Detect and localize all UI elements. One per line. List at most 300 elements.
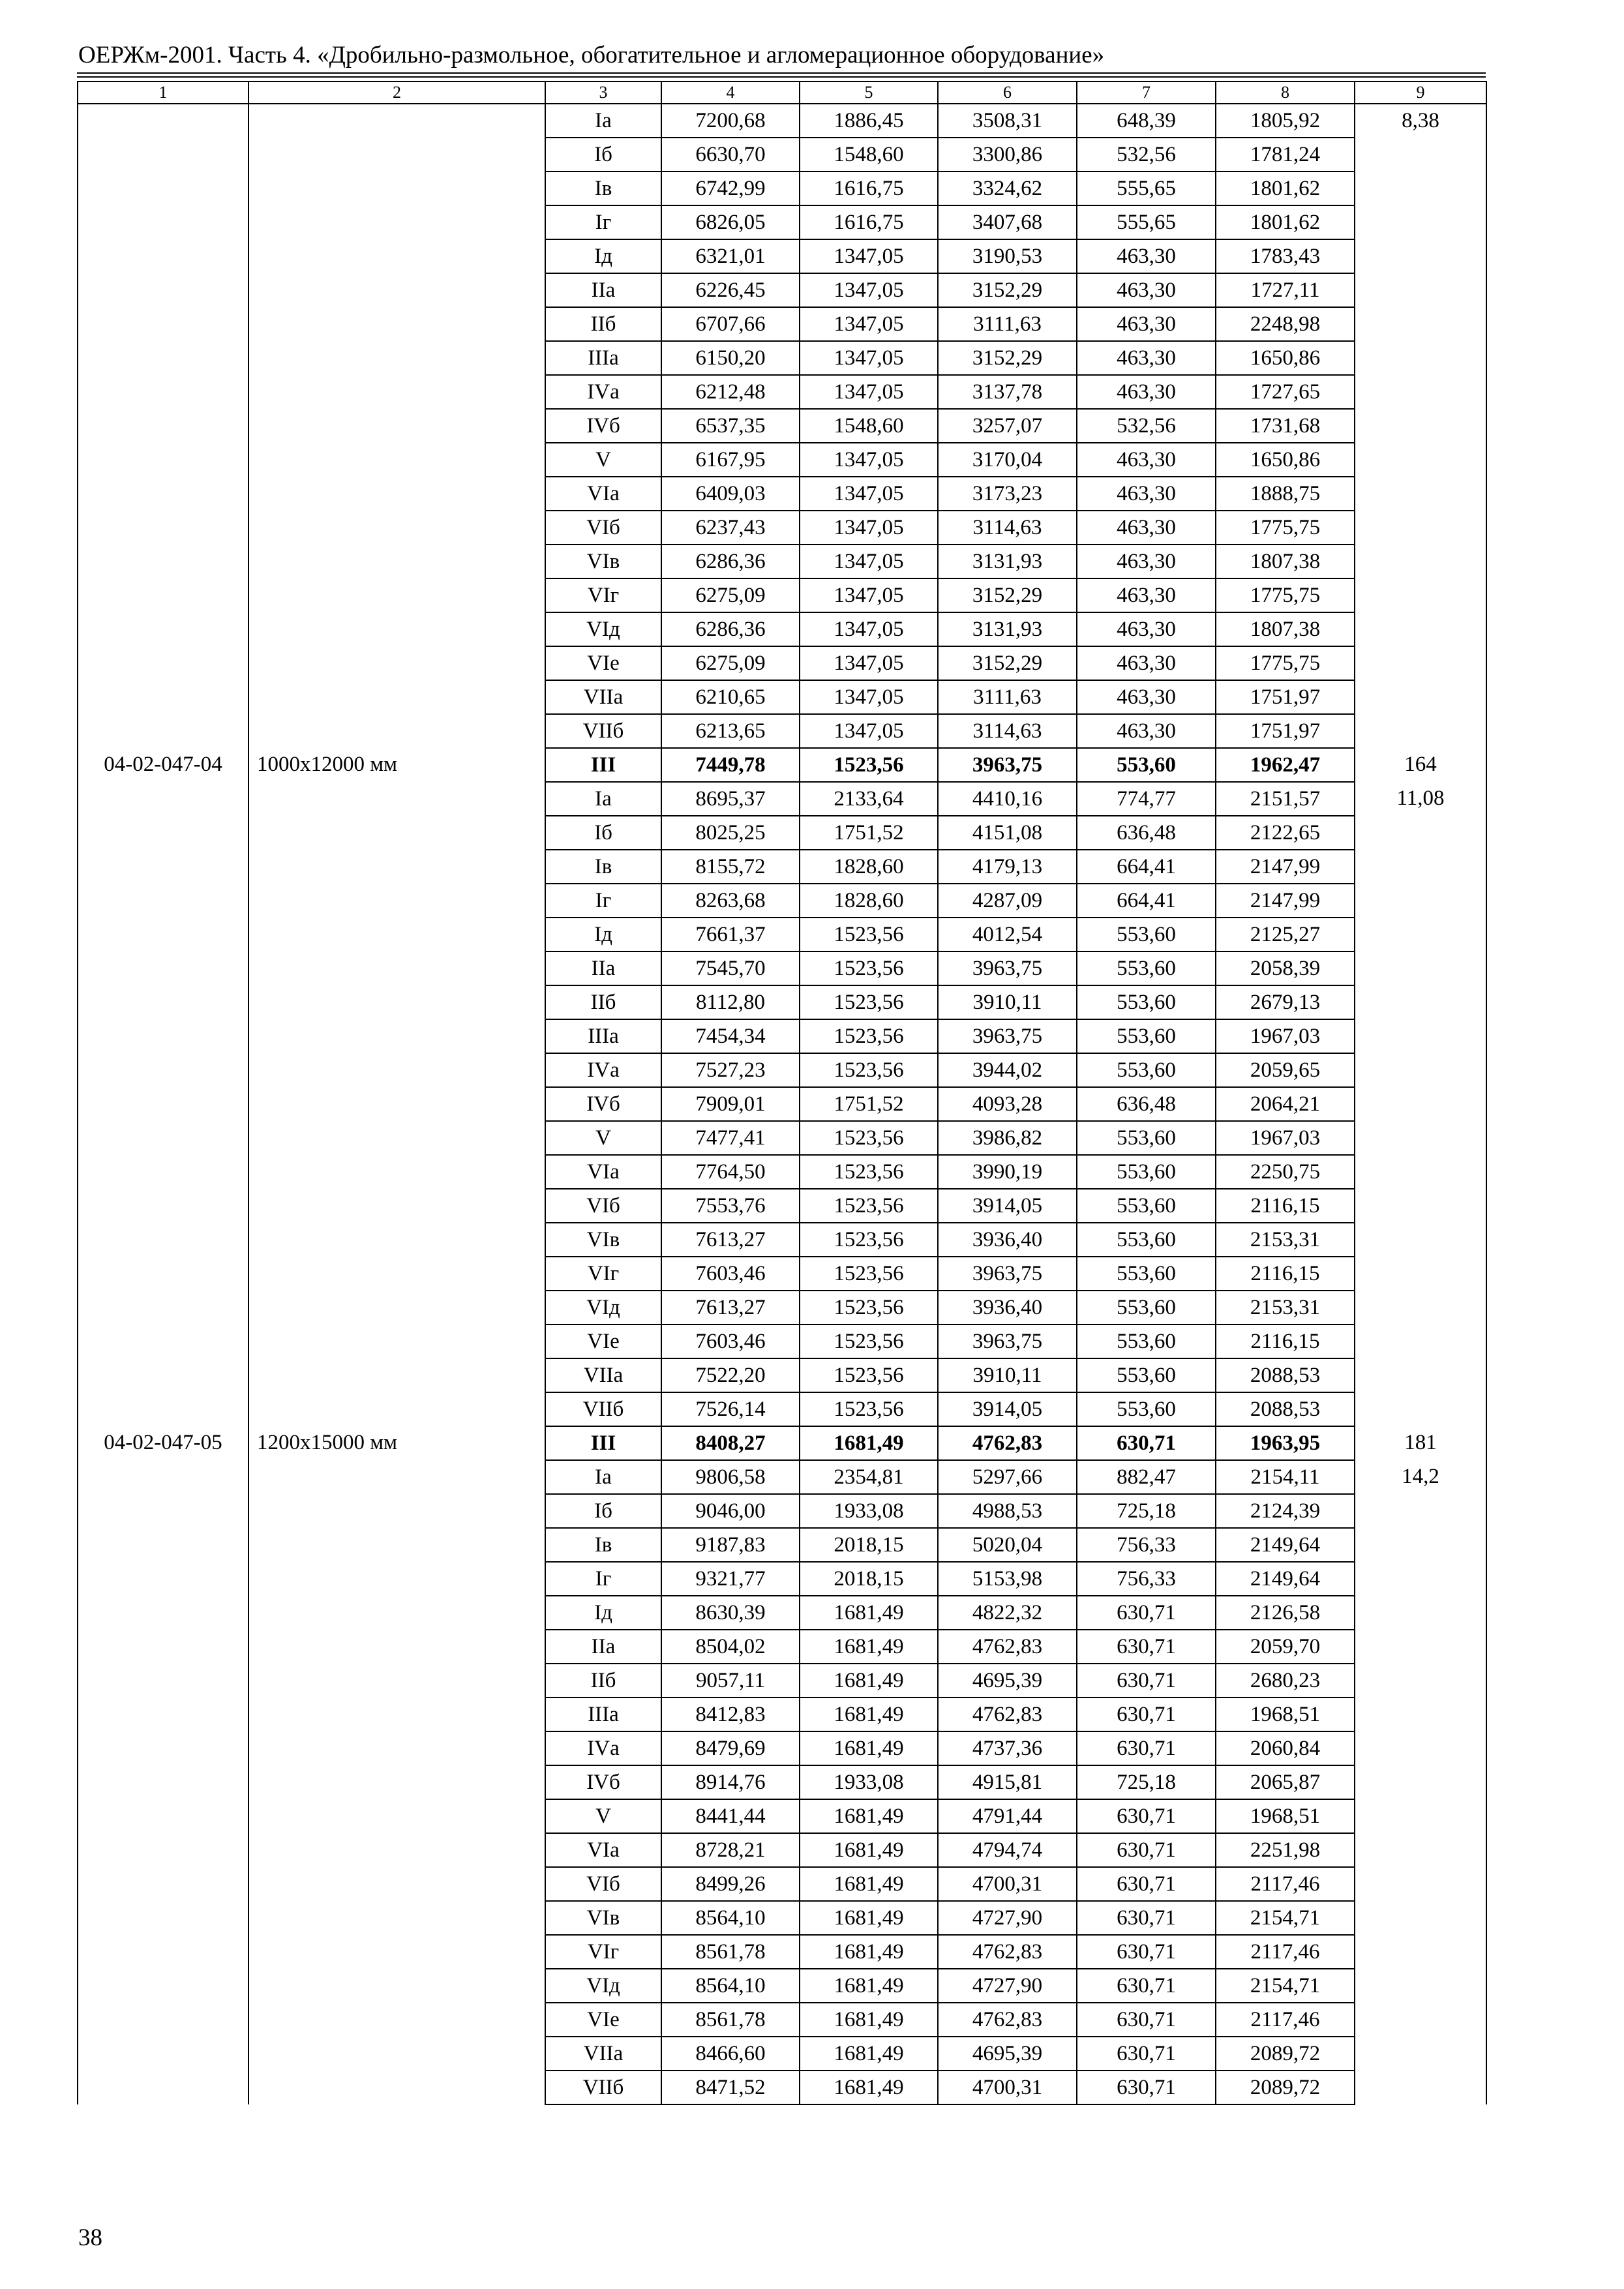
value-cell: 2679,13	[1216, 985, 1355, 1019]
value-cell: 2149,64	[1216, 1528, 1355, 1562]
value-cell: 3990,19	[938, 1155, 1077, 1189]
table-body	[78, 82, 1486, 2104]
value-cell: 2248,98	[1216, 307, 1355, 341]
value-cell: 2149,64	[1216, 1562, 1355, 1596]
value-cell: 882,47	[1077, 1460, 1216, 1494]
value-cell: 2153,31	[1216, 1223, 1355, 1257]
zone-cell: Iв	[545, 172, 661, 205]
value-cell: 463,30	[1077, 443, 1216, 477]
value-cell: 2116,15	[1216, 1324, 1355, 1358]
zone-cell: V	[545, 1799, 661, 1833]
zone-cell: VIб	[545, 1189, 661, 1223]
value-cell: 4762,83	[938, 2003, 1077, 2037]
value-cell: 3173,23	[938, 477, 1077, 511]
value-cell: 555,65	[1077, 205, 1216, 239]
value-cell: 463,30	[1077, 477, 1216, 511]
value-cell: 636,48	[1077, 816, 1216, 850]
value-cell: 630,71	[1077, 1867, 1216, 1901]
value-cell: 6275,09	[661, 578, 800, 612]
value-cell: 1781,24	[1216, 138, 1355, 172]
value-cell: 2116,15	[1216, 1189, 1355, 1223]
table-row	[78, 104, 1486, 138]
value-cell: 2122,65	[1216, 816, 1355, 850]
value-cell: 1751,52	[800, 1087, 938, 1121]
value-cell: 553,60	[1077, 1223, 1216, 1257]
value-cell: 8561,78	[661, 2003, 800, 2037]
value-cell: 4727,90	[938, 1969, 1077, 2003]
value-cell: 1523,56	[800, 1324, 938, 1358]
value-cell: 2065,87	[1216, 1765, 1355, 1799]
value-cell: 1523,56	[800, 748, 938, 782]
value-cell: 1967,03	[1216, 1019, 1355, 1053]
value-cell: 4727,90	[938, 1901, 1077, 1935]
value-cell: 725,18	[1077, 1494, 1216, 1528]
value-cell: 630,71	[1077, 1630, 1216, 1664]
value-cell: 8564,10	[661, 1901, 800, 1935]
value-cell: 6226,45	[661, 273, 800, 307]
value-cell: 1681,49	[800, 1833, 938, 1867]
value-cell: 1523,56	[800, 1291, 938, 1324]
value-cell: 2154,71	[1216, 1969, 1355, 2003]
value-cell: 4915,81	[938, 1765, 1077, 1799]
value-cell: 6167,95	[661, 443, 800, 477]
value-cell: 8112,80	[661, 985, 800, 1019]
value-cell: 2133,64	[800, 782, 938, 816]
value-cell: 4700,31	[938, 1867, 1077, 1901]
value-cell: 1523,56	[800, 1223, 938, 1257]
value-cell: 1347,05	[800, 375, 938, 409]
value-cell: 2064,21	[1216, 1087, 1355, 1121]
value-cell: 4410,16	[938, 782, 1077, 816]
value-cell: 1523,56	[800, 1019, 938, 1053]
price-table	[77, 81, 1487, 2105]
value-cell: 1548,60	[800, 409, 938, 443]
zone-cell: IVа	[545, 1053, 661, 1087]
zone-cell: III	[545, 1426, 661, 1460]
value-cell: 1727,11	[1216, 273, 1355, 307]
value-cell: 1967,03	[1216, 1121, 1355, 1155]
zone-cell: VIд	[545, 1291, 661, 1324]
value-cell: 3963,75	[938, 1257, 1077, 1291]
value-cell: 3963,75	[938, 1324, 1077, 1358]
value-cell: 3944,02	[938, 1053, 1077, 1087]
column-9-cell: 14,2	[1355, 1460, 1486, 2104]
zone-cell: Iд	[545, 239, 661, 273]
value-cell: 4737,36	[938, 1731, 1077, 1765]
value-cell: 1347,05	[800, 511, 938, 545]
zone-cell: IIб	[545, 985, 661, 1019]
value-cell: 8479,69	[661, 1731, 800, 1765]
value-cell: 1523,56	[800, 918, 938, 951]
value-cell: 756,33	[1077, 1528, 1216, 1562]
value-cell: 2126,58	[1216, 1596, 1355, 1630]
value-cell: 1681,49	[800, 1664, 938, 1698]
value-cell: 630,71	[1077, 2071, 1216, 2104]
value-cell: 1523,56	[800, 1053, 938, 1087]
value-cell: 6537,35	[661, 409, 800, 443]
zone-cell: Iа	[545, 1460, 661, 1494]
column-9-cell: 8,38	[1355, 104, 1486, 748]
zone-cell: Iг	[545, 884, 661, 918]
value-cell: 1347,05	[800, 273, 938, 307]
value-cell: 4179,13	[938, 850, 1077, 884]
value-cell: 1805,92	[1216, 104, 1355, 138]
value-cell: 9046,00	[661, 1494, 800, 1528]
value-cell: 555,65	[1077, 172, 1216, 205]
zone-cell: IVа	[545, 375, 661, 409]
value-cell: 2154,11	[1216, 1460, 1355, 1494]
value-cell: 6275,09	[661, 646, 800, 680]
column-9-cell: 11,08	[1355, 782, 1486, 1426]
value-cell: 4822,32	[938, 1596, 1077, 1630]
value-cell: 630,71	[1077, 2003, 1216, 2037]
value-cell: 3137,78	[938, 375, 1077, 409]
value-cell: 630,71	[1077, 1664, 1216, 1698]
value-cell: 7522,20	[661, 1358, 800, 1392]
value-cell: 1962,47	[1216, 748, 1355, 782]
zone-cell: IVб	[545, 1087, 661, 1121]
value-cell: 7526,14	[661, 1392, 800, 1426]
value-cell: 3914,05	[938, 1189, 1077, 1223]
column-number: 3	[545, 82, 661, 104]
value-cell: 1523,56	[800, 1155, 938, 1189]
value-cell: 6742,99	[661, 172, 800, 205]
value-cell: 1523,56	[800, 1358, 938, 1392]
value-cell: 6826,05	[661, 205, 800, 239]
value-cell: 1347,05	[800, 239, 938, 273]
value-cell: 1828,60	[800, 850, 938, 884]
zone-cell: VIа	[545, 477, 661, 511]
value-cell: 630,71	[1077, 1799, 1216, 1833]
column-number-row	[78, 82, 1486, 104]
zone-cell: VIе	[545, 646, 661, 680]
value-cell: 2117,46	[1216, 1935, 1355, 1969]
value-cell: 553,60	[1077, 1155, 1216, 1189]
value-cell: 2089,72	[1216, 2037, 1355, 2071]
zone-cell: VIIа	[545, 680, 661, 714]
value-cell: 8504,02	[661, 1630, 800, 1664]
zone-cell: IIб	[545, 307, 661, 341]
zone-cell: VIв	[545, 1901, 661, 1935]
value-cell: 553,60	[1077, 1189, 1216, 1223]
value-cell: 2060,84	[1216, 1731, 1355, 1765]
value-cell: 1681,49	[800, 1901, 938, 1935]
zone-cell: VIд	[545, 612, 661, 646]
value-cell: 7909,01	[661, 1087, 800, 1121]
value-cell: 3152,29	[938, 273, 1077, 307]
value-cell: 2154,71	[1216, 1901, 1355, 1935]
value-cell: 2089,72	[1216, 2071, 1355, 2104]
column-number: 7	[1077, 82, 1216, 104]
value-cell: 8025,25	[661, 816, 800, 850]
zone-cell: VIв	[545, 545, 661, 578]
value-cell: 8630,39	[661, 1596, 800, 1630]
value-cell: 5153,98	[938, 1562, 1077, 1596]
value-cell: 8914,76	[661, 1765, 800, 1799]
value-cell: 630,71	[1077, 2037, 1216, 2071]
value-cell: 463,30	[1077, 714, 1216, 748]
zone-cell: IVа	[545, 1731, 661, 1765]
value-cell: 4762,83	[938, 1698, 1077, 1731]
value-cell: 1347,05	[800, 578, 938, 612]
value-cell: 9057,11	[661, 1664, 800, 1698]
value-cell: 553,60	[1077, 951, 1216, 985]
header-rule	[77, 76, 1486, 78]
value-cell: 648,39	[1077, 104, 1216, 138]
zone-cell: Ia	[545, 104, 661, 138]
value-cell: 3114,63	[938, 714, 1077, 748]
zone-cell: VIв	[545, 1223, 661, 1257]
value-cell: 553,60	[1077, 1291, 1216, 1324]
value-cell: 3152,29	[938, 341, 1077, 375]
column-number: 5	[800, 82, 938, 104]
value-cell: 1731,68	[1216, 409, 1355, 443]
value-cell: 6409,03	[661, 477, 800, 511]
zone-cell: Iв	[545, 850, 661, 884]
value-cell: 1775,75	[1216, 646, 1355, 680]
value-cell: 2018,15	[800, 1528, 938, 1562]
value-cell: 1681,49	[800, 1935, 938, 1969]
value-cell: 3300,86	[938, 138, 1077, 172]
value-cell: 6213,65	[661, 714, 800, 748]
value-cell: 1775,75	[1216, 578, 1355, 612]
value-cell: 463,30	[1077, 612, 1216, 646]
value-cell: 4287,09	[938, 884, 1077, 918]
value-cell: 3131,93	[938, 545, 1077, 578]
value-cell: 2059,65	[1216, 1053, 1355, 1087]
value-cell: 7545,70	[661, 951, 800, 985]
value-cell: 1933,08	[800, 1765, 938, 1799]
zone-cell: IIа	[545, 951, 661, 985]
value-cell: 4791,44	[938, 1799, 1077, 1833]
value-cell: 1886,45	[800, 104, 938, 138]
value-cell: 1523,56	[800, 1121, 938, 1155]
value-cell: 7603,46	[661, 1324, 800, 1358]
value-cell: 463,30	[1077, 511, 1216, 545]
zone-cell: IIб	[545, 1664, 661, 1698]
value-cell: 1681,49	[800, 1731, 938, 1765]
value-cell: 3114,63	[938, 511, 1077, 545]
column-number: 1	[78, 82, 248, 104]
value-cell: 6630,70	[661, 138, 800, 172]
value-cell: 774,77	[1077, 782, 1216, 816]
value-cell: 4151,08	[938, 816, 1077, 850]
value-cell: 2250,75	[1216, 1155, 1355, 1189]
value-cell: 3986,82	[938, 1121, 1077, 1155]
value-cell: 6210,65	[661, 680, 800, 714]
value-cell: 3936,40	[938, 1291, 1077, 1324]
value-cell: 553,60	[1077, 918, 1216, 951]
value-cell: 7200,68	[661, 104, 800, 138]
value-cell: 553,60	[1077, 748, 1216, 782]
zone-cell: IIIа	[545, 1019, 661, 1053]
value-cell: 553,60	[1077, 1019, 1216, 1053]
value-cell: 2117,46	[1216, 1867, 1355, 1901]
value-cell: 3508,31	[938, 104, 1077, 138]
value-cell: 463,30	[1077, 578, 1216, 612]
value-cell: 6321,01	[661, 239, 800, 273]
value-cell: 553,60	[1077, 1053, 1216, 1087]
value-cell: 3152,29	[938, 646, 1077, 680]
value-cell: 553,60	[1077, 1324, 1216, 1358]
value-cell: 8561,78	[661, 1935, 800, 1969]
value-cell: 463,30	[1077, 239, 1216, 273]
value-cell: 1783,43	[1216, 239, 1355, 273]
value-cell: 6150,20	[661, 341, 800, 375]
value-cell: 2153,31	[1216, 1291, 1355, 1324]
value-cell: 3152,29	[938, 578, 1077, 612]
value-cell: 2151,57	[1216, 782, 1355, 816]
value-cell: 630,71	[1077, 1833, 1216, 1867]
value-cell: 4762,83	[938, 1426, 1077, 1460]
value-cell: 7454,34	[661, 1019, 800, 1053]
item-name-cell: 1200х15000 мм	[248, 1426, 545, 2104]
zone-cell: VIг	[545, 1257, 661, 1291]
value-cell: 7477,41	[661, 1121, 800, 1155]
value-cell: 553,60	[1077, 1257, 1216, 1291]
value-cell: 2354,81	[800, 1460, 938, 1494]
value-cell: 1523,56	[800, 1189, 938, 1223]
value-cell: 1681,49	[800, 1698, 938, 1731]
value-cell: 4762,83	[938, 1630, 1077, 1664]
value-cell: 4700,31	[938, 2071, 1077, 2104]
value-cell: 3910,11	[938, 985, 1077, 1019]
value-cell: 630,71	[1077, 1935, 1216, 1969]
value-cell: 9806,58	[661, 1460, 800, 1494]
value-cell: 1775,75	[1216, 511, 1355, 545]
value-cell: 3963,75	[938, 951, 1077, 985]
value-cell: 2059,70	[1216, 1630, 1355, 1664]
value-cell: 4794,74	[938, 1833, 1077, 1867]
zone-cell: Iб	[545, 1494, 661, 1528]
value-cell: 1523,56	[800, 1392, 938, 1426]
zone-cell: VIIб	[545, 714, 661, 748]
value-cell: 3407,68	[938, 205, 1077, 239]
zone-cell: VIа	[545, 1155, 661, 1189]
value-cell: 630,71	[1077, 1901, 1216, 1935]
value-cell: 8471,52	[661, 2071, 800, 2104]
value-cell: 630,71	[1077, 1731, 1216, 1765]
value-cell: 3914,05	[938, 1392, 1077, 1426]
value-cell: 8441,44	[661, 1799, 800, 1833]
value-cell: 1807,38	[1216, 545, 1355, 578]
value-cell: 9321,77	[661, 1562, 800, 1596]
value-cell: 7764,50	[661, 1155, 800, 1189]
column-number: 4	[661, 82, 800, 104]
zone-cell: IIа	[545, 1630, 661, 1664]
item-code-cell	[78, 104, 248, 748]
zone-cell: IVб	[545, 1765, 661, 1799]
value-cell: 1616,75	[800, 172, 938, 205]
value-cell: 1727,65	[1216, 375, 1355, 409]
value-cell: 1681,49	[800, 2003, 938, 2037]
value-cell: 1347,05	[800, 341, 938, 375]
value-cell: 532,56	[1077, 409, 1216, 443]
value-cell: 3936,40	[938, 1223, 1077, 1257]
value-cell: 1347,05	[800, 646, 938, 680]
zone-cell: VIIб	[545, 1392, 661, 1426]
value-cell: 2251,98	[1216, 1833, 1355, 1867]
value-cell: 1347,05	[800, 612, 938, 646]
value-cell: 2147,99	[1216, 850, 1355, 884]
value-cell: 7449,78	[661, 748, 800, 782]
zone-cell: Iд	[545, 1596, 661, 1630]
value-cell: 532,56	[1077, 138, 1216, 172]
value-cell: 7553,76	[661, 1189, 800, 1223]
value-cell: 1347,05	[800, 714, 938, 748]
value-cell: 8263,68	[661, 884, 800, 918]
value-cell: 3170,04	[938, 443, 1077, 477]
value-cell: 463,30	[1077, 307, 1216, 341]
value-cell: 1963,95	[1216, 1426, 1355, 1460]
zone-cell: VIб	[545, 511, 661, 545]
zone-cell: Iд	[545, 918, 661, 951]
value-cell: 1347,05	[800, 680, 938, 714]
value-cell: 1523,56	[800, 985, 938, 1019]
zone-cell: VIа	[545, 1833, 661, 1867]
value-cell: 6286,36	[661, 545, 800, 578]
value-cell: 3257,07	[938, 409, 1077, 443]
zone-cell: IIIа	[545, 341, 661, 375]
zone-cell: Iб	[545, 816, 661, 850]
value-cell: 4695,39	[938, 1664, 1077, 1698]
value-cell: 4988,53	[938, 1494, 1077, 1528]
value-cell: 463,30	[1077, 341, 1216, 375]
value-cell: 3111,63	[938, 680, 1077, 714]
column-number: 9	[1355, 82, 1486, 104]
value-cell: 7603,46	[661, 1257, 800, 1291]
value-cell: 4012,54	[938, 918, 1077, 951]
zone-cell: V	[545, 443, 661, 477]
value-cell: 8728,21	[661, 1833, 800, 1867]
value-cell: 7527,23	[661, 1053, 800, 1087]
value-cell: 2058,39	[1216, 951, 1355, 985]
value-cell: 2680,23	[1216, 1664, 1355, 1698]
value-cell: 2117,46	[1216, 2003, 1355, 2037]
value-cell: 6286,36	[661, 612, 800, 646]
value-cell: 1548,60	[800, 138, 938, 172]
zone-cell: Iг	[545, 205, 661, 239]
value-cell: 1347,05	[800, 477, 938, 511]
value-cell: 1616,75	[800, 205, 938, 239]
value-cell: 4093,28	[938, 1087, 1077, 1121]
value-cell: 2124,39	[1216, 1494, 1355, 1528]
page-number: 38	[78, 2224, 102, 2251]
value-cell: 1933,08	[800, 1494, 938, 1528]
item-code-cell: 04-02-047-05	[78, 1426, 248, 2104]
value-cell: 725,18	[1077, 1765, 1216, 1799]
value-cell: 664,41	[1077, 884, 1216, 918]
value-cell: 630,71	[1077, 1698, 1216, 1731]
value-cell: 463,30	[1077, 375, 1216, 409]
value-cell: 5020,04	[938, 1528, 1077, 1562]
zone-cell: VIIа	[545, 2037, 661, 2071]
value-cell: 630,71	[1077, 1969, 1216, 2003]
value-cell: 1828,60	[800, 884, 938, 918]
table-row	[78, 1426, 1486, 1460]
value-cell: 1523,56	[800, 951, 938, 985]
value-cell: 7613,27	[661, 1223, 800, 1257]
value-cell: 4762,83	[938, 1935, 1077, 1969]
value-cell: 630,71	[1077, 1596, 1216, 1630]
value-cell: 1968,51	[1216, 1698, 1355, 1731]
value-cell: 6707,66	[661, 307, 800, 341]
value-cell: 1347,05	[800, 307, 938, 341]
value-cell: 3190,53	[938, 239, 1077, 273]
value-cell: 1681,49	[800, 1426, 938, 1460]
item-code-cell: 04-02-047-04	[78, 748, 248, 1426]
zone-cell: Iа	[545, 782, 661, 816]
